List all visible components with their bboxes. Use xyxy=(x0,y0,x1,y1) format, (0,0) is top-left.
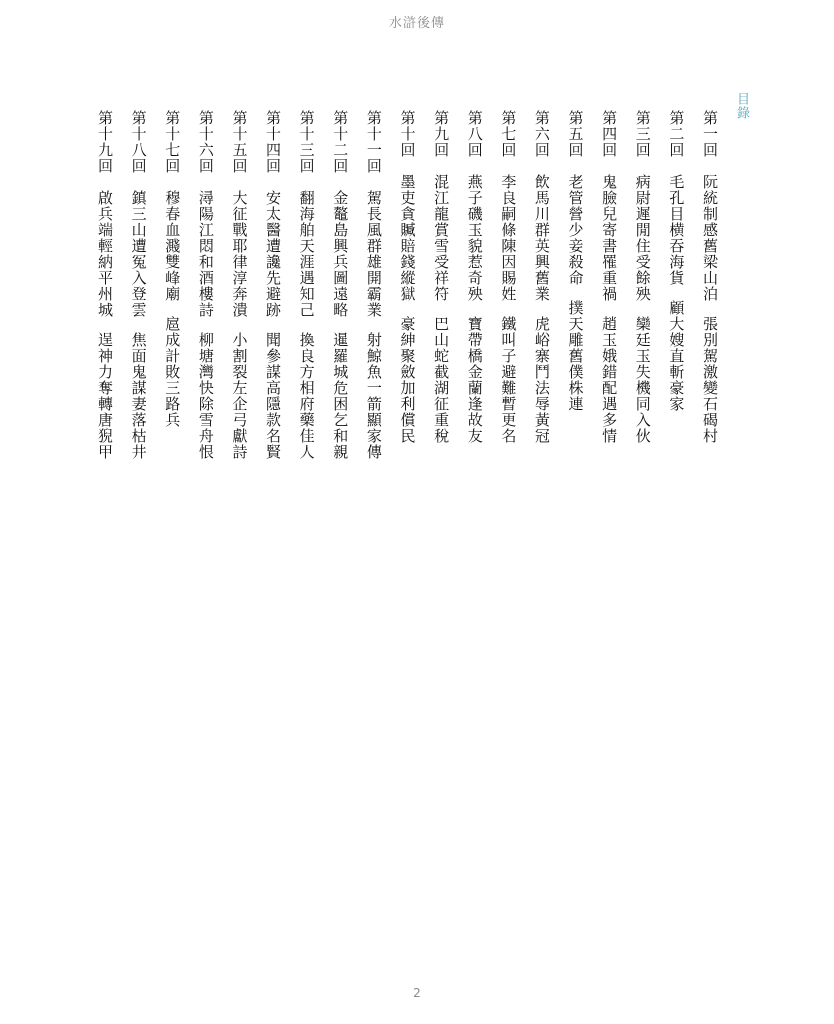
toc-entry[interactable] xyxy=(667,110,684,440)
chapter-title-second-line: 張別駕激變石碣村 xyxy=(700,316,719,444)
chapter-title-second-line: 聞參謀高隱款名賢 xyxy=(264,332,283,460)
chapter-title-second-line: 欒廷玉失機同入伙 xyxy=(633,316,652,444)
chapter-title-second-line: 寶帶橋金蘭逢故友 xyxy=(465,316,484,444)
chapter-title-second-line: 扈成計敗三路兵 xyxy=(163,316,182,428)
chapter-title-first-line: 駕長風群雄開霸業 xyxy=(364,190,383,318)
toc-entry[interactable] xyxy=(163,110,180,440)
chapter-number: 第十一回 xyxy=(364,110,383,174)
toc-heading[interactable]: 目錄 xyxy=(734,92,749,120)
chapter-number: 第五回 xyxy=(566,110,585,158)
chapter-title-first-line: 阮統制感舊梁山泊 xyxy=(700,174,719,302)
chapter-title-second-line: 逞神力奪轉唐猊甲 xyxy=(96,332,114,460)
chapter-title-first-line: 燕子磯玉貌惹奇殃 xyxy=(465,174,484,302)
chapter-number: 第十八回 xyxy=(129,110,148,174)
chapter-title-first-line: 潯陽江悶和酒樓詩 xyxy=(196,190,215,318)
chapter-title-second-line: 豪紳聚斂加利償民 xyxy=(398,316,417,444)
chapter-title-first-line: 啟兵端輕納平州城 xyxy=(96,190,114,318)
chapter-title-first-line: 鬼臉兒寄書罹重禍 xyxy=(600,174,619,302)
toc-entry[interactable] xyxy=(432,110,451,444)
toc-entry[interactable] xyxy=(196,110,215,460)
chapter-title-first-line: 安太醫遭讒先避跡 xyxy=(264,190,283,318)
chapter-title-first-line: 老管營少妾殺命 xyxy=(566,174,585,286)
chapter-title-first-line: 墨吏貪贓賠錢縱獄 xyxy=(398,174,417,302)
chapter-number: 第十回 xyxy=(398,110,417,158)
chapter-number: 第十九回 xyxy=(96,110,114,174)
chapter-title-second-line: 撲天雕舊僕株連 xyxy=(566,300,585,412)
chapter-title-first-line: 鎮三山遭冤入登雲 xyxy=(129,190,148,318)
chapter-title-second-line: 顧大嫂直斬豪家 xyxy=(667,300,686,412)
chapter-title-first-line: 翻海舶天涯遇知己 xyxy=(297,190,316,318)
chapter-number: 第十五回 xyxy=(230,110,249,174)
chapter-title-second-line: 暹羅城危困乞和親 xyxy=(331,332,350,460)
toc-entry[interactable] xyxy=(700,110,719,444)
chapter-number: 第十四回 xyxy=(264,110,283,174)
chapter-title-second-line: 焦面鬼謀妻落枯井 xyxy=(129,332,148,460)
chapter-title-first-line: 李良嗣條陳因賜姓 xyxy=(499,174,518,302)
chapter-number: 第二回 xyxy=(667,110,686,158)
toc-entry[interactable] xyxy=(532,110,551,444)
page-number: 2 xyxy=(413,986,421,1000)
chapter-title-second-line: 巴山蛇截湖征重稅 xyxy=(432,316,451,444)
toc-entry[interactable] xyxy=(331,110,350,460)
chapter-number: 第三回 xyxy=(633,110,652,158)
chapter-number: 第六回 xyxy=(532,110,551,158)
toc-entry[interactable] xyxy=(633,110,652,444)
chapter-title-first-line: 混江龍賞雪受祥符 xyxy=(432,174,451,302)
chapter-number: 第十六回 xyxy=(196,110,215,174)
toc-entry[interactable] xyxy=(398,110,417,444)
chapter-number: 第八回 xyxy=(465,110,484,158)
book-title: 水滸後傳 xyxy=(388,16,445,31)
toc-entry[interactable] xyxy=(297,110,316,460)
chapter-title-second-line: 射鯨魚一箭顯家傳 xyxy=(364,332,383,460)
chapter-title-first-line: 金鼇島興兵圖遠略 xyxy=(331,190,350,318)
toc-entry[interactable] xyxy=(364,110,383,460)
chapter-number: 第十七回 xyxy=(163,110,182,174)
toc-entry[interactable] xyxy=(230,110,249,460)
chapter-number: 第一回 xyxy=(700,110,719,158)
toc-entry[interactable] xyxy=(499,110,518,444)
chapter-title-first-line: 穆春血濺雙峰廟 xyxy=(163,190,182,302)
chapter-title-second-line: 虎峪寨鬥法辱黃冠 xyxy=(532,316,551,444)
chapter-title-first-line: 大征戰耶律淳奔潰 xyxy=(230,190,249,318)
chapter-title-second-line: 小割裂左企弓獻詩 xyxy=(230,332,249,460)
table-of-contents xyxy=(96,110,719,460)
toc-entry[interactable] xyxy=(465,110,484,444)
chapter-title-second-line: 柳塘灣快除雪舟恨 xyxy=(196,332,215,460)
toc-entry[interactable] xyxy=(600,110,619,444)
chapter-title-second-line: 換良方相府藥佳人 xyxy=(297,332,316,460)
chapter-title-second-line: 趙玉娥錯配遇多情 xyxy=(600,316,619,444)
chapter-number: 第四回 xyxy=(600,110,619,158)
chapter-title-first-line: 飲馬川群英興舊業 xyxy=(532,174,551,302)
chapter-number: 第九回 xyxy=(432,110,451,158)
chapter-title-first-line: 病尉遲閒住受餘殃 xyxy=(633,174,652,302)
chapter-title-second-line: 鐵叫子避難暫更名 xyxy=(499,316,518,444)
chapter-number: 第十三回 xyxy=(297,110,316,174)
toc-entry[interactable] xyxy=(567,110,584,440)
toc-entry[interactable] xyxy=(264,110,283,460)
toc-entry[interactable] xyxy=(96,110,114,460)
toc-entry[interactable] xyxy=(129,110,148,460)
chapter-number: 第十二回 xyxy=(331,110,350,174)
chapter-number: 第七回 xyxy=(499,110,518,158)
chapter-title-first-line: 毛孔目横吞海貨 xyxy=(667,174,686,286)
